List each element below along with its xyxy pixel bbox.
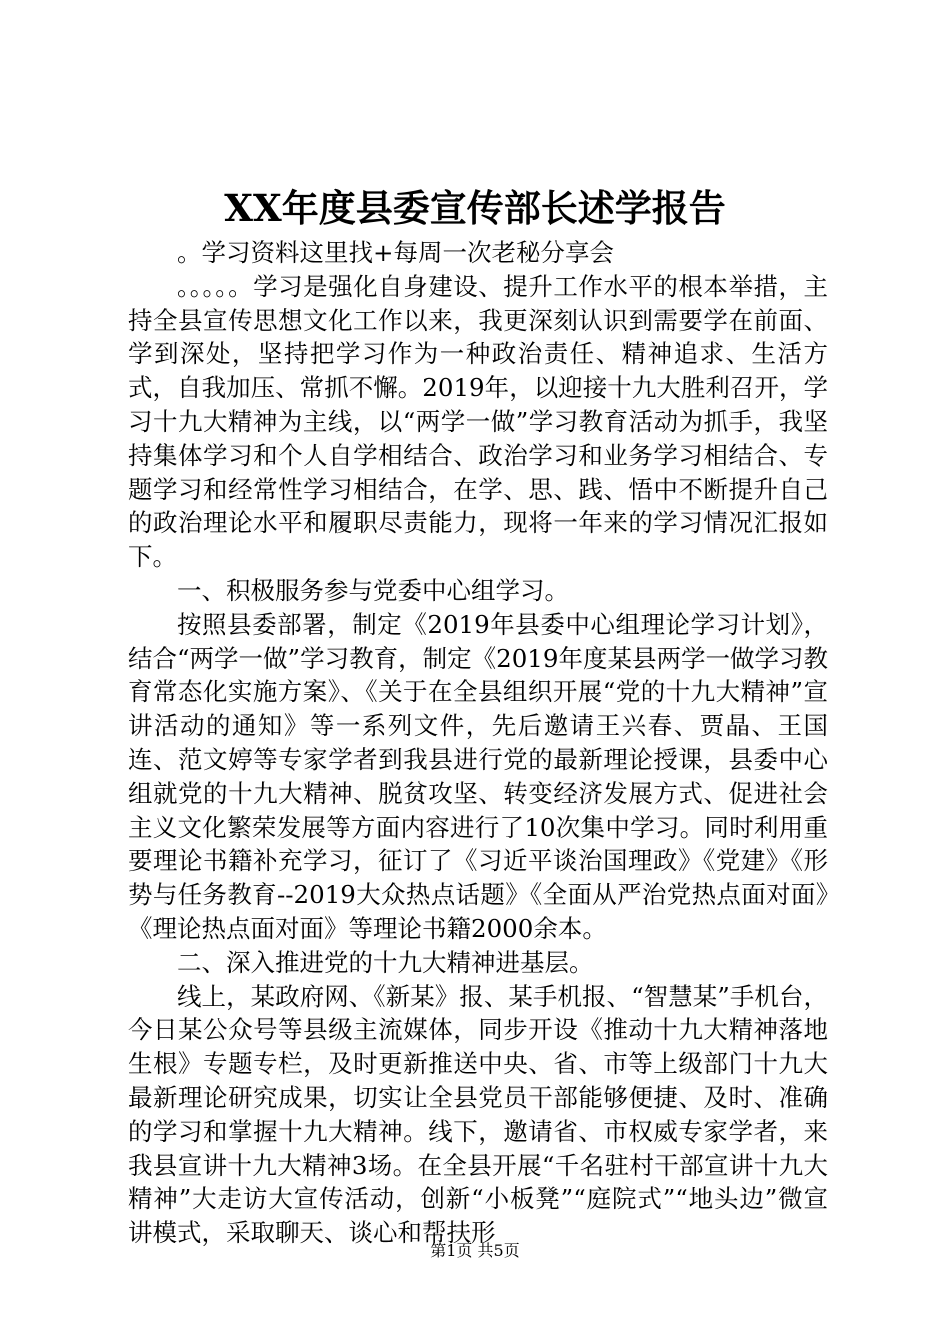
paragraph-section-2: 线上，某政府网、《新某》报、某手机报、“智慧某”手机台，今日某公众号等县级主流媒体，同步开设《推动十九大精神落地生根》专题专栏，及时更新推送中央、省、市等上级部门十九大最新理论研究成果，切实让全县党员干部能够便捷、及时、准确的学习和掌握十九大精神。线下，邀请省、市权威专家学者，来我县宣讲十九大精神3场。在全县开展“千名驻村干部宣讲十九大精神”大走访大宣传活动，创新“小板凳”“庭院式”“地头边”微宣讲模式，采取聊天、谈心和帮扶形 bbox=[128, 981, 828, 1248]
paragraph-section-1: 按照县委部署，制定《2019年县委中心组理论学习计划》，结合“两学一做”学习教育，制定《2019年度某县两学一做学习教育常态化实施方案》、《关于在全县组织开展“党的十九大精神”宣讲活动的通知》等一系列文件，先后邀请王兴春、贾晶、王国连、范文婷等专家学者到我县进行党的最新理论授课，县委中心组就党的十九大精神、脱贫攻坚、转变经济发展方式、促进社会主义文化繁荣发展等方面内容进行了10次集中学习。同时利用重要理论书籍补充学习，征订了《习近平谈治国理政》《党建》《形势与任务教育--2019大众热点话题》《全面从严治党热点面对面》《理论热点面对面》等理论书籍2000余本。 bbox=[128, 609, 828, 943]
section-heading-2: 二、深入推进党的十九大精神进基层。 bbox=[177, 947, 594, 977]
paragraph-opening: 。。。。。学习是强化自身建设、提升工作水平的根本举措，主持全县宣传思想文化工作以来，我更深刻认识到需要学在前面、学到深处，坚持把学习作为一种政治责任、精神追求、生活方式，自我加压、常抓不懈。2019年，以迎接十九大胜利召开，学习十九大精神为主线，以“两学一做”学习教育活动为抓手，我坚持集体学习和个人自学相结合、政治学习和业务学习相结合、专题学习和经常性学习相结合，在学、思、践、悟中不断提升自己的政治理论水平和履职尽责能力，现将一年来的学习情况汇报如下。 bbox=[128, 271, 828, 572]
section-heading-1: 一、积极服务参与党委中心组学习。 bbox=[177, 575, 569, 605]
paragraph-intro-note: 。学习资料这里找+每周一次老秘分享会 bbox=[177, 238, 615, 267]
document-title: XX年度县委宣传部长述学报告 bbox=[224, 186, 726, 230]
page-footer: 第1页 共5页 bbox=[430, 1241, 520, 1260]
document-body bbox=[128, 236, 828, 1250]
